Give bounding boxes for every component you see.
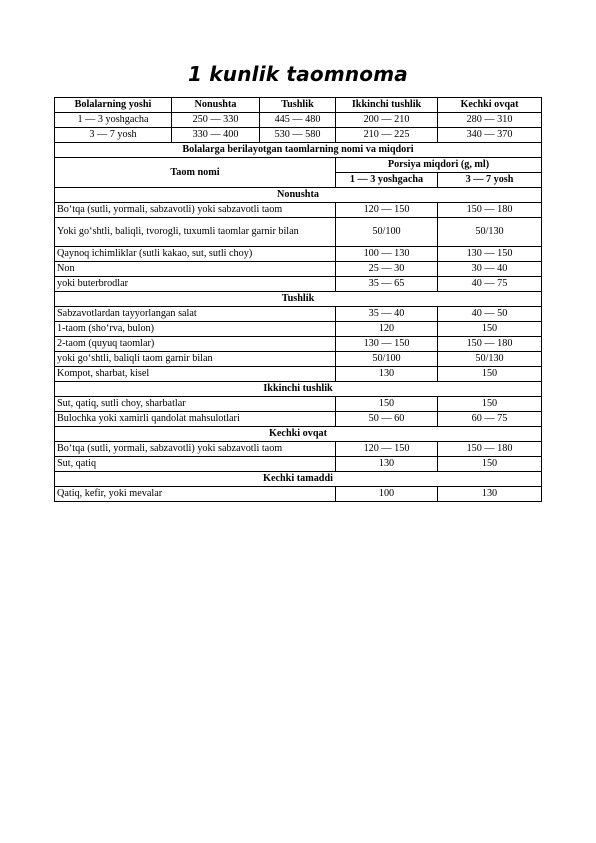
table-cell: 530 — 580 bbox=[260, 128, 336, 143]
dish-name: yoki buterbrodlar bbox=[55, 277, 336, 292]
column-header: Kechki ovqat bbox=[438, 98, 542, 113]
table-row bbox=[55, 277, 542, 292]
table-row bbox=[55, 352, 542, 367]
dish-name: 2-taom (quyuq taomlar) bbox=[55, 337, 336, 352]
table-cell: 210 — 225 bbox=[336, 128, 438, 143]
dish-name: Yoki go‘shtli, baliqli, tvorogli, tuxumli taomlar garnir bilan bbox=[55, 218, 336, 247]
portion-value: 35 — 40 bbox=[336, 307, 438, 322]
table-row bbox=[55, 262, 542, 277]
portion-value: 150 bbox=[438, 322, 542, 337]
portion-value: 120 — 150 bbox=[336, 442, 438, 457]
portion-value: 150 — 180 bbox=[438, 337, 542, 352]
section-row bbox=[55, 427, 542, 442]
dish-name: Sabzavotlardan tayyorlangan salat bbox=[55, 307, 336, 322]
dish-name: Bo‘tqa (sutli, yormali, sabzavotli) yoki sabzavotli taom bbox=[55, 203, 336, 218]
table-row bbox=[55, 113, 542, 128]
dish-name: Qatiq, kefir, yoki mevalar bbox=[55, 487, 336, 502]
column-header: Tushlik bbox=[260, 98, 336, 113]
dish-name: Kompot, sharbat, kisel bbox=[55, 367, 336, 382]
table-row bbox=[55, 322, 542, 337]
dish-name: 1-taom (sho‘rva, bulon) bbox=[55, 322, 336, 337]
menu-header-row bbox=[55, 158, 542, 173]
dish-name: Bo‘tqa (sutli, yormali, sabzavotli) yoki sabzavotli taom bbox=[55, 442, 336, 457]
table-row bbox=[55, 367, 542, 382]
section-row bbox=[55, 382, 542, 397]
portion-value: 130 bbox=[336, 367, 438, 382]
portion-value: 35 — 65 bbox=[336, 277, 438, 292]
dish-name: Non bbox=[55, 262, 336, 277]
column-header: Ikkinchi tushlik bbox=[336, 98, 438, 113]
portion-value: 150 bbox=[438, 397, 542, 412]
portion-value: 130 — 150 bbox=[336, 337, 438, 352]
table-cell: 330 — 400 bbox=[172, 128, 260, 143]
portion-value: 40 — 75 bbox=[438, 277, 542, 292]
dish-name: yoki go‘shtli, baliqli taom garnir bilan bbox=[55, 352, 336, 367]
table-row bbox=[55, 128, 542, 143]
portion-value: 50 — 60 bbox=[336, 412, 438, 427]
section-row bbox=[55, 188, 542, 203]
table-cell: 200 — 210 bbox=[336, 113, 438, 128]
portion-value: 30 — 40 bbox=[438, 262, 542, 277]
section-row bbox=[55, 292, 542, 307]
portion-value: 60 — 75 bbox=[438, 412, 542, 427]
dish-name: Sut, qatiq, sutli choy, sharbatlar bbox=[55, 397, 336, 412]
portion-value: 150 bbox=[438, 457, 542, 472]
table-row bbox=[55, 337, 542, 352]
age-header-row bbox=[55, 98, 542, 113]
table-row bbox=[55, 412, 542, 427]
section-header: Nonushta bbox=[55, 188, 542, 203]
column-header: 3 — 7 yosh bbox=[438, 173, 542, 188]
table-row bbox=[55, 397, 542, 412]
portion-value: 130 — 150 bbox=[438, 247, 542, 262]
portion-value: 120 — 150 bbox=[336, 203, 438, 218]
table-row bbox=[55, 203, 542, 218]
table-row bbox=[55, 307, 542, 322]
portion-value: 150 bbox=[438, 367, 542, 382]
dish-name: Bulochka yoki xamirli qandolat mahsulotlari bbox=[55, 412, 336, 427]
table-row bbox=[55, 247, 542, 262]
table-cell: 1 — 3 yoshgacha bbox=[55, 113, 172, 128]
column-header: Bolalarning yoshi bbox=[55, 98, 172, 113]
table-cell: 340 — 370 bbox=[438, 128, 542, 143]
portion-value: 100 bbox=[336, 487, 438, 502]
portion-value: 50/130 bbox=[438, 218, 542, 247]
section-header: Kechki ovqat bbox=[55, 427, 542, 442]
dish-name: Qaynoq ichimliklar (sutli kakao, sut, sutli choy) bbox=[55, 247, 336, 262]
column-header: Taom nomi bbox=[55, 158, 336, 188]
table-cell: 445 — 480 bbox=[260, 113, 336, 128]
portion-value: 50/100 bbox=[336, 352, 438, 367]
table-cell: 280 — 310 bbox=[438, 113, 542, 128]
section-header: Kechki tamaddi bbox=[55, 472, 542, 487]
column-header: 1 — 3 yoshgacha bbox=[336, 173, 438, 188]
column-header: Nonushta bbox=[172, 98, 260, 113]
table-row bbox=[55, 487, 542, 502]
table-cell: 250 — 330 bbox=[172, 113, 260, 128]
table-caption: Bolalarga berilayotgan taomlarning nomi va miqdori bbox=[55, 143, 542, 158]
section-header: Tushlik bbox=[55, 292, 542, 307]
section-header: Ikkinchi tushlik bbox=[55, 382, 542, 397]
table-cell: 3 — 7 yosh bbox=[55, 128, 172, 143]
portion-value: 40 — 50 bbox=[438, 307, 542, 322]
portion-value: 130 bbox=[438, 487, 542, 502]
portion-value: 100 — 130 bbox=[336, 247, 438, 262]
menu-table bbox=[54, 97, 542, 502]
table-row bbox=[55, 457, 542, 472]
portion-value: 50/100 bbox=[336, 218, 438, 247]
portion-value: 120 bbox=[336, 322, 438, 337]
portion-value: 150 — 180 bbox=[438, 442, 542, 457]
portion-value: 150 — 180 bbox=[438, 203, 542, 218]
portion-value: 150 bbox=[336, 397, 438, 412]
portion-value: 25 — 30 bbox=[336, 262, 438, 277]
portion-value: 50/130 bbox=[438, 352, 542, 367]
portion-value: 130 bbox=[336, 457, 438, 472]
table-row bbox=[55, 218, 542, 247]
dish-name: Sut, qatiq bbox=[55, 457, 336, 472]
table-row bbox=[55, 442, 542, 457]
caption-row bbox=[55, 143, 542, 158]
section-row bbox=[55, 472, 542, 487]
column-header: Porsiya miqdori (g, ml) bbox=[336, 158, 542, 173]
page-title: 1 kunlik taomnoma bbox=[188, 62, 408, 86]
